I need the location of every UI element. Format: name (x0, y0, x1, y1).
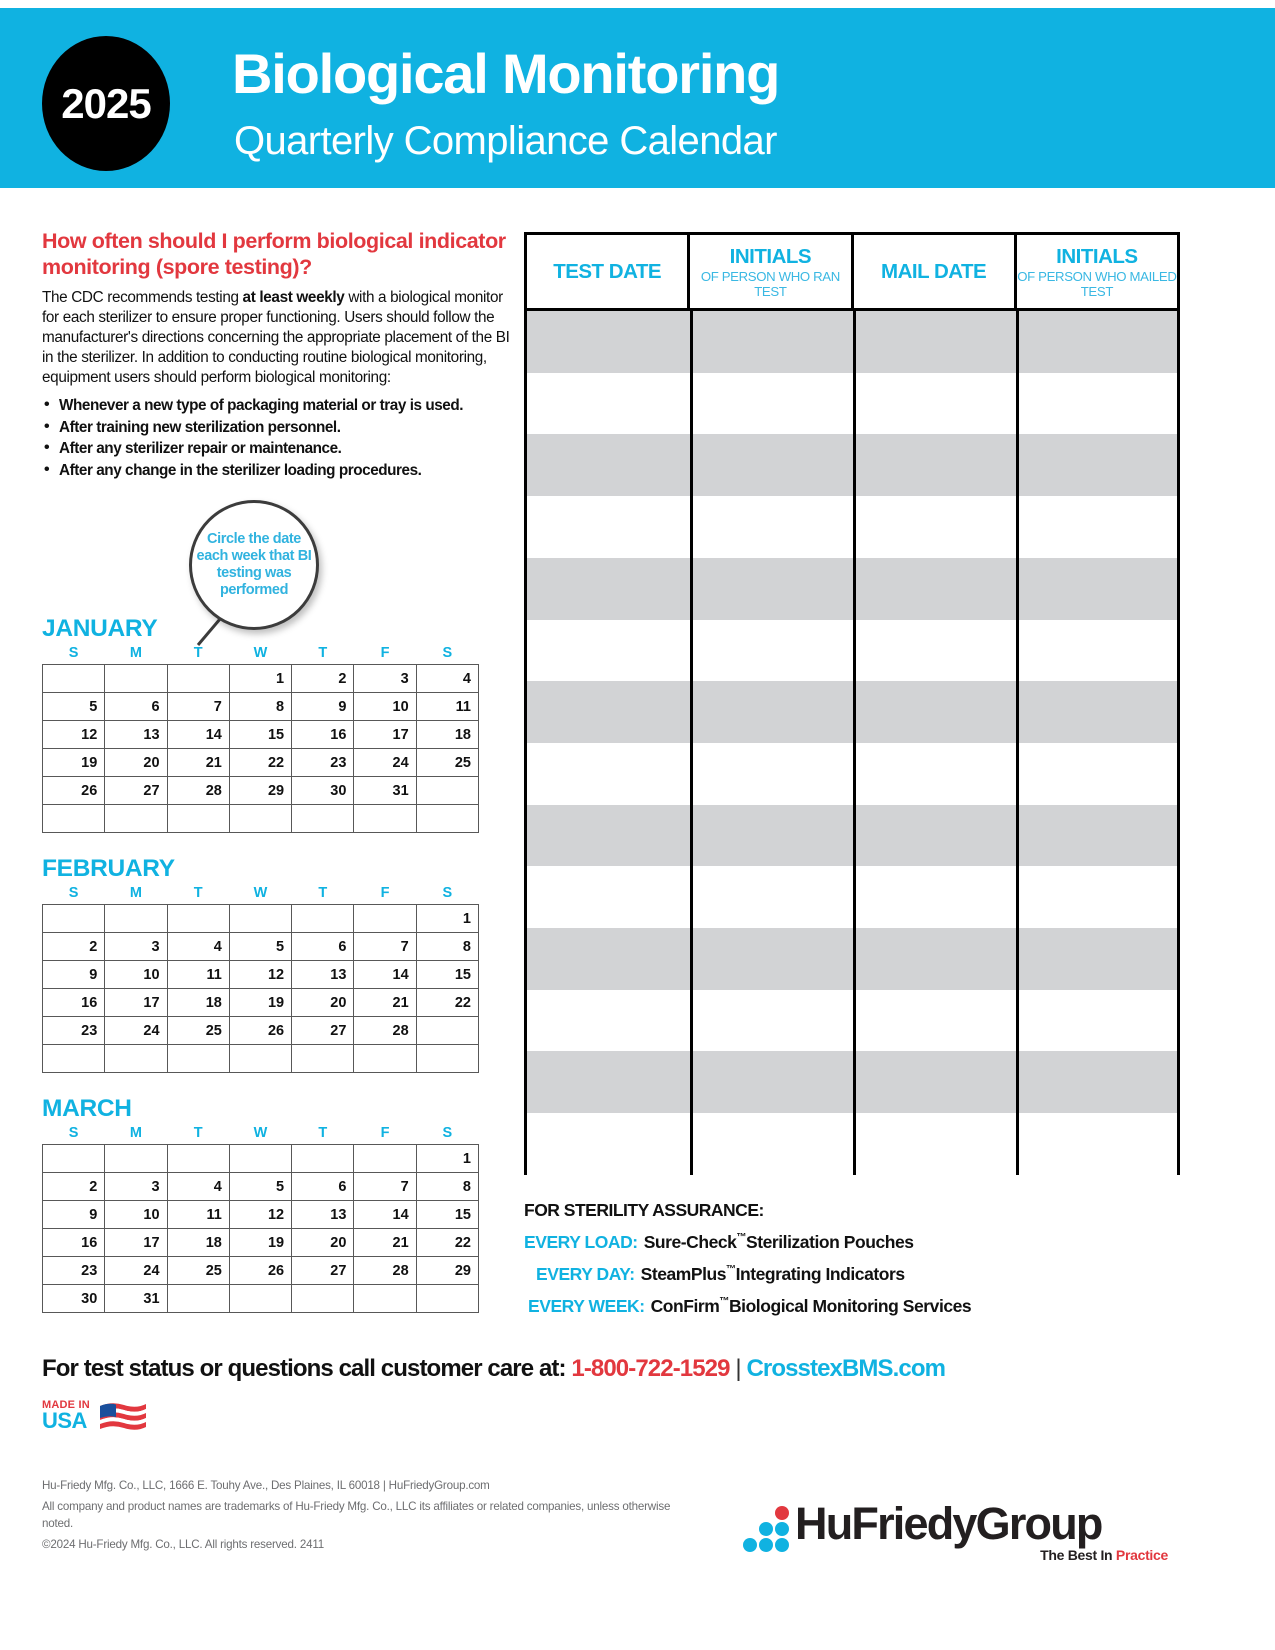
calendar-day-cell[interactable]: 19 (229, 989, 291, 1017)
calendar-grid[interactable] (42, 645, 479, 833)
calendar-day-cell[interactable]: 18 (167, 1229, 229, 1257)
calendar-day-cell[interactable]: 19 (229, 1229, 291, 1257)
calendar-day-cell[interactable]: 6 (105, 693, 167, 721)
calendar-empty-cell (43, 1145, 105, 1173)
log-table-header (527, 235, 1177, 311)
calendar-day-cell[interactable]: 24 (354, 749, 416, 777)
calendar-day-cell[interactable]: 14 (354, 1201, 416, 1229)
page-title: Biological Monitoring (232, 42, 780, 105)
month-title: FEBRUARY (42, 855, 175, 882)
callout-text: Circle the date each week that BI testing was performed (196, 531, 312, 598)
calendar-day-cell[interactable]: 17 (354, 721, 416, 749)
separator: | (729, 1355, 747, 1382)
monitoring-log-table[interactable] (524, 232, 1180, 1175)
calendar-day-cell[interactable]: 21 (354, 989, 416, 1017)
calendar-empty-cell (229, 1045, 291, 1073)
calendar-week-row (43, 1045, 479, 1073)
list-item: • After training new sterilization personnel. (42, 417, 512, 439)
calendar-empty-cell (416, 1017, 478, 1045)
calendar-week-row (43, 1257, 479, 1285)
calendar-empty-cell (229, 1145, 291, 1173)
calendar-day-cell[interactable]: 21 (354, 1229, 416, 1257)
calendar-day-cell[interactable]: 2 (43, 933, 105, 961)
column-header-mail-date (854, 235, 1017, 308)
calendar-day-cell[interactable]: 26 (43, 777, 105, 805)
calendar-week-row (43, 961, 479, 989)
calendar-empty-cell (416, 1045, 478, 1073)
calendar-day-cell[interactable]: 11 (167, 961, 229, 989)
weekday-header: S (68, 885, 79, 901)
calendar-day-cell[interactable]: 10 (105, 961, 167, 989)
calendar-day-cell[interactable]: 4 (416, 665, 478, 693)
calendar-day-cell[interactable]: 30 (292, 777, 354, 805)
calendar-day-cell[interactable]: 21 (167, 749, 229, 777)
weekday-header: M (129, 645, 142, 661)
calendar-grid[interactable] (42, 885, 479, 1073)
sterility-product: SteamPlus (640, 1264, 727, 1284)
calendar-empty-cell (292, 1145, 354, 1173)
calendar-empty-cell (167, 665, 229, 693)
calendar-day-cell[interactable]: 22 (416, 1229, 478, 1257)
calendar-empty-cell (43, 1045, 105, 1073)
calendar-day-cell[interactable]: 10 (105, 1201, 167, 1229)
calendar-empty-cell (354, 1285, 416, 1313)
calendar-day-cell[interactable]: 23 (43, 1257, 105, 1285)
hufriedygroup-logo (740, 1500, 1170, 1575)
calendar-day-cell[interactable]: 23 (43, 1017, 105, 1045)
calendar-grid[interactable] (42, 1125, 479, 1313)
calendar-day-cell[interactable]: 5 (229, 1173, 291, 1201)
calendar-empty-cell (105, 665, 167, 693)
column-divider (1016, 311, 1019, 1175)
sterility-assurance-block (524, 1200, 1184, 1328)
calendar-empty-cell (43, 905, 105, 933)
calendar-day-cell[interactable]: 14 (354, 961, 416, 989)
calendar-day-cell[interactable]: 13 (105, 721, 167, 749)
info-question: How often should I perform biological indicator monitoring (spore testing)? (42, 229, 506, 280)
sterility-row-every-day (524, 1264, 1184, 1285)
legal-text (42, 1478, 682, 1559)
month-title: JANUARY (42, 615, 158, 642)
calendar-week-row (43, 749, 479, 777)
calendar-day-cell[interactable]: 9 (292, 693, 354, 721)
weekday-header: F (380, 1125, 390, 1141)
made-in-usa-badge (42, 1400, 242, 1432)
calendar-empty-cell (105, 805, 167, 833)
calendar-day-cell[interactable]: 16 (43, 989, 105, 1017)
weekday-header: S (442, 885, 453, 901)
column-header-initials-mailed (1017, 235, 1177, 308)
column-title: TEST DATE (553, 259, 662, 283)
column-header-initials-ran (690, 235, 853, 308)
calendar-day-cell[interactable]: 31 (105, 1285, 167, 1313)
calendar-empty-cell (167, 905, 229, 933)
calendar-day-cell[interactable]: 24 (105, 1257, 167, 1285)
calendar-day-cell[interactable]: 11 (416, 693, 478, 721)
weekday-header: W (253, 885, 268, 901)
calendar-week-row (43, 933, 479, 961)
weekday-header: S (442, 1125, 453, 1141)
weekday-header: W (253, 1125, 268, 1141)
weekday-header: T (193, 1125, 203, 1141)
calendar-week-row (43, 1145, 479, 1173)
month-title: MARCH (42, 1095, 132, 1122)
calendar-week-row (43, 905, 479, 933)
calendar-january (42, 615, 479, 833)
calendar-day-cell[interactable]: 6 (292, 1173, 354, 1201)
calendar-day-cell[interactable]: 3 (105, 1173, 167, 1201)
callout-bubble (189, 500, 319, 630)
calendar-empty-cell (43, 805, 105, 833)
calendar-day-cell[interactable]: 15 (416, 961, 478, 989)
calendar-day-cell[interactable]: 26 (229, 1017, 291, 1045)
calendar-day-cell[interactable]: 27 (105, 777, 167, 805)
weekday-header: T (318, 645, 328, 661)
weekday-header: T (193, 885, 203, 901)
sterility-desc: Biological Monitoring Services (728, 1296, 972, 1316)
calendar-day-cell[interactable]: 18 (416, 721, 478, 749)
weekday-header: T (193, 645, 203, 661)
sterility-label: EVERY WEEK: (528, 1296, 645, 1316)
customer-care-text: For test status or questions call customer care at: (42, 1355, 572, 1382)
calendar-day-cell[interactable]: 28 (354, 1017, 416, 1045)
sterility-product: Sure-Check (643, 1232, 737, 1252)
info-panel (42, 228, 512, 482)
list-item: • After any change in the sterilizer loading procedures. (42, 460, 512, 482)
column-divider (690, 311, 693, 1175)
calendar-day-cell[interactable]: 12 (229, 961, 291, 989)
calendar-week-row (43, 1173, 479, 1201)
callout-tail-icon (196, 617, 222, 647)
customer-care-phone[interactable]: 1-800-722-1529 (571, 1355, 730, 1382)
legal-line: Hu-Friedy Mfg. Co., LLC, 1666 E. Touhy Ave., Des Plaines, IL 60018 | HuFriedyGroup.com (42, 1479, 490, 1492)
calendar-body (43, 1145, 479, 1313)
trademark-icon: ™ (736, 1232, 747, 1243)
calendar-week-row (43, 777, 479, 805)
info-body-part2: with a biological monitor for each sterilizer to ensure proper functioning. Users should follow the manufacturer's directions concerning the appropriate placement of the BI in the sterilizer. In addition to conducting routine biological monitoring, equipment users should perform biological monitoring: (42, 289, 510, 386)
calendar-day-cell[interactable]: 20 (292, 1229, 354, 1257)
year-badge: 2025 (42, 36, 170, 171)
calendar-day-cell[interactable]: 16 (292, 721, 354, 749)
calendar-day-cell[interactable]: 13 (292, 961, 354, 989)
legal-line: All company and product names are trademarks of Hu-Friedy Mfg. Co., LLC its affiliates or related companies, unless otherwise noted. (42, 1500, 671, 1530)
calendar-empty-cell (354, 905, 416, 933)
tagline-plain: The Best In (1040, 1547, 1116, 1563)
legal-line: ©2024 Hu-Friedy Mfg. Co., LLC. All rights reserved. 2411 (42, 1538, 324, 1552)
calendar-empty-cell (416, 1285, 478, 1313)
calendar-empty-cell (292, 1045, 354, 1073)
page-subtitle: Quarterly Compliance Calendar (234, 119, 777, 163)
calendar-day-cell[interactable]: 4 (167, 1173, 229, 1201)
info-body-part1: The CDC recommends testing (42, 289, 243, 307)
column-subtitle: OF PERSON WHO MAILED TEST (1017, 269, 1177, 300)
calendar-day-cell[interactable]: 14 (167, 721, 229, 749)
calendar-day-cell[interactable]: 3 (105, 933, 167, 961)
weekday-header: S (68, 1125, 79, 1141)
weekday-header: S (68, 645, 79, 661)
calendar-day-cell[interactable]: 6 (292, 933, 354, 961)
calendar-day-cell[interactable]: 20 (105, 749, 167, 777)
sterility-product: ConFirm (650, 1296, 720, 1316)
calendar-day-cell[interactable]: 3 (354, 665, 416, 693)
weekday-header: F (380, 645, 390, 661)
calendar-day-cell[interactable]: 22 (229, 749, 291, 777)
column-divider (853, 311, 856, 1175)
calendar-day-cell[interactable]: 18 (167, 989, 229, 1017)
calendar-day-cell[interactable]: 24 (105, 1017, 167, 1045)
calendar-empty-cell (354, 1045, 416, 1073)
calendar-day-cell[interactable]: 29 (416, 1257, 478, 1285)
calendar-day-cell[interactable]: 8 (229, 693, 291, 721)
calendar-day-cell[interactable]: 7 (354, 933, 416, 961)
column-header-test-date (527, 235, 690, 308)
weekday-header: T (318, 885, 328, 901)
calendar-day-cell[interactable]: 17 (105, 989, 167, 1017)
weekday-header: W (253, 645, 268, 661)
calendar-empty-cell (167, 1285, 229, 1313)
calendar-week-row (43, 1285, 479, 1313)
calendar-day-cell[interactable]: 9 (43, 1201, 105, 1229)
calendar-week-row (43, 805, 479, 833)
calendar-day-cell[interactable]: 8 (416, 1173, 478, 1201)
sterility-desc: Sterilization Pouches (746, 1232, 914, 1252)
calendar-empty-cell (292, 1285, 354, 1313)
sterility-row-every-week (524, 1296, 1184, 1317)
logo-wordmark: HuFriedyGroup (795, 1498, 1102, 1549)
customer-care-line (42, 1355, 1102, 1383)
trademark-icon: ™ (726, 1264, 736, 1275)
calendar-day-cell[interactable]: 2 (43, 1173, 105, 1201)
trademark-icon: ™ (719, 1296, 729, 1307)
calendar-empty-cell (416, 805, 478, 833)
calendar-day-cell[interactable]: 5 (43, 693, 105, 721)
calendar-week-row (43, 1229, 479, 1257)
calendar-empty-cell (43, 665, 105, 693)
calendar-day-cell[interactable]: 10 (354, 693, 416, 721)
us-flag-icon (98, 1400, 148, 1432)
column-subtitle: OF PERSON WHO RAN TEST (700, 269, 840, 300)
weekday-header: S (442, 645, 453, 661)
calendar-day-cell[interactable]: 20 (292, 989, 354, 1017)
calendar-day-cell[interactable]: 25 (416, 749, 478, 777)
calendar-week-row (43, 665, 479, 693)
calendar-empty-cell (229, 905, 291, 933)
calendar-day-cell[interactable]: 12 (229, 1201, 291, 1229)
logo-tagline (1040, 1547, 1168, 1563)
calendar-day-cell[interactable]: 8 (416, 933, 478, 961)
calendar-day-cell[interactable]: 5 (229, 933, 291, 961)
calendar-day-cell[interactable]: 22 (416, 989, 478, 1017)
page-header (0, 8, 1275, 188)
calendar-day-cell[interactable]: 31 (354, 777, 416, 805)
calendar-week-row (43, 693, 479, 721)
calendar-day-cell[interactable]: 27 (292, 1017, 354, 1045)
calendar-empty-cell (105, 905, 167, 933)
calendar-day-cell[interactable]: 13 (292, 1201, 354, 1229)
calendar-day-cell[interactable]: 2 (292, 665, 354, 693)
sterility-desc: Integrating Indicators (735, 1264, 905, 1284)
calendar-empty-cell (167, 1045, 229, 1073)
calendar-empty-cell (354, 805, 416, 833)
info-body (42, 288, 512, 387)
calendar-day-cell[interactable]: 25 (167, 1257, 229, 1285)
sterility-row-every-load (524, 1232, 1184, 1253)
calendar-empty-cell (229, 1285, 291, 1313)
calendar-day-cell[interactable]: 11 (167, 1201, 229, 1229)
calendar-day-cell[interactable]: 15 (416, 1201, 478, 1229)
list-item: • After any sterilizer repair or maintenance. (42, 438, 512, 460)
calendar-empty-cell (292, 805, 354, 833)
list-item: • Whenever a new type of packaging material or tray is used. (42, 395, 512, 417)
calendar-day-cell[interactable]: 15 (229, 721, 291, 749)
calendar-week-row (43, 989, 479, 1017)
column-title: INITIALS (1056, 244, 1138, 268)
calendar-empty-cell (105, 1045, 167, 1073)
logo-dots-icon (740, 1505, 792, 1553)
column-title: INITIALS (729, 244, 812, 268)
calendar-day-cell[interactable]: 7 (167, 693, 229, 721)
calendar-day-cell[interactable]: 26 (229, 1257, 291, 1285)
sterility-label: EVERY LOAD: (524, 1232, 638, 1252)
info-bullet-list (42, 395, 512, 482)
weekday-header: M (129, 1125, 142, 1141)
calendar-day-cell[interactable]: 19 (43, 749, 105, 777)
tagline-accent: Practice (1115, 1547, 1168, 1563)
calendar-day-cell[interactable]: 1 (229, 665, 291, 693)
calendar-body (43, 665, 479, 833)
sterility-title: FOR STERILITY ASSURANCE: (524, 1200, 764, 1220)
made-in-label: MADE IN (42, 1399, 90, 1411)
sterility-label: EVERY DAY: (536, 1264, 635, 1284)
calendar-day-cell[interactable]: 4 (167, 933, 229, 961)
calendar-day-cell[interactable]: 28 (167, 777, 229, 805)
calendar-week-row (43, 1017, 479, 1045)
info-body-emphasis: at least weekly (242, 289, 345, 307)
calendar-day-cell[interactable]: 12 (43, 721, 105, 749)
calendar-day-cell[interactable]: 1 (416, 1145, 478, 1173)
calendar-empty-cell (229, 805, 291, 833)
calendar-empty-cell (292, 905, 354, 933)
calendar-day-cell[interactable]: 7 (354, 1173, 416, 1201)
calendar-day-cell[interactable]: 16 (43, 1229, 105, 1257)
customer-care-website[interactable]: CrosstexBMS.com (746, 1355, 946, 1382)
weekday-header: F (380, 885, 390, 901)
calendar-empty-cell (416, 777, 478, 805)
calendar-day-cell[interactable]: 30 (43, 1285, 105, 1313)
log-table-body[interactable] (527, 311, 1177, 1175)
calendar-march (42, 1095, 479, 1313)
weekday-header: T (318, 1125, 328, 1141)
calendar-body (43, 905, 479, 1073)
calendar-empty-cell (167, 805, 229, 833)
calendar-week-row (43, 721, 479, 749)
calendar-february (42, 855, 479, 1073)
calendar-week-row (43, 1201, 479, 1229)
calendar-day-cell[interactable]: 27 (292, 1257, 354, 1285)
calendar-day-cell[interactable]: 25 (167, 1017, 229, 1045)
calendar-day-cell[interactable]: 9 (43, 961, 105, 989)
calendar-day-cell[interactable]: 23 (292, 749, 354, 777)
calendar-day-cell[interactable]: 28 (354, 1257, 416, 1285)
calendar-empty-cell (167, 1145, 229, 1173)
calendar-day-cell[interactable]: 1 (416, 905, 478, 933)
usa-label: USA (42, 1408, 87, 1433)
calendar-empty-cell (354, 1145, 416, 1173)
column-title: MAIL DATE (881, 259, 987, 283)
weekday-header: M (129, 885, 142, 901)
calendar-day-cell[interactable]: 29 (229, 777, 291, 805)
calendar-empty-cell (105, 1145, 167, 1173)
calendar-day-cell[interactable]: 17 (105, 1229, 167, 1257)
